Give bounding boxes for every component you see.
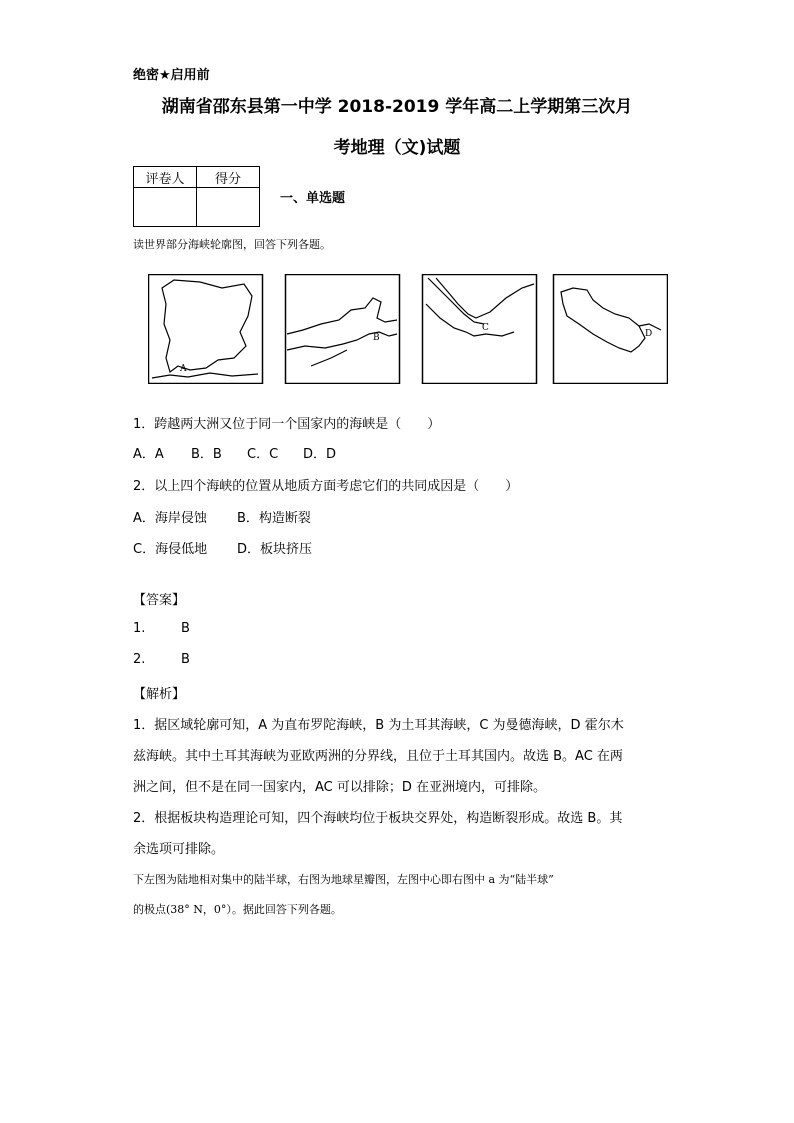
question-2-stem: 2．以上四个海峡的位置从地质方面考虑它们的共同成因是（ ）	[133, 479, 519, 494]
iberia-outline	[162, 280, 252, 372]
map-c	[423, 275, 537, 384]
answer-value: B	[181, 652, 190, 667]
question-2-option-d[interactable]: D．板块挤压	[237, 542, 313, 557]
arabia-coast-east	[436, 278, 534, 318]
question-1-option-a[interactable]: A．A	[133, 447, 164, 462]
analysis-line: 2．根据板块构造理论可知，四个海峡均位于板块交界处，构造断裂形成。故选 B。其	[133, 811, 623, 826]
analysis-line: 洲之间，但不是在同一国家内，AC 可以排除；D 在亚洲境内，可排除。	[133, 780, 547, 795]
analysis-line: 兹海峡。其中土耳其海峡为亚欧两洲的分界线，且位于土耳其国内。故选 B。AC 在两	[133, 749, 623, 764]
map-label-b: B	[373, 333, 380, 343]
secret-mark: 绝密★启用前	[133, 68, 210, 83]
africa-horn-coast	[426, 304, 514, 336]
persian-gulf-outline	[561, 288, 645, 352]
score-table-grader-header: 评卷人	[134, 167, 197, 188]
analysis-line: 1．据区域轮廓可知，A 为直布罗陀海峡，B 为土耳其海峡，C 为曼德海峡，D 霍尔木	[133, 718, 624, 733]
next-question-intro-line-2: 的极点(38° N，0°）。据此回答下列各题。	[133, 903, 342, 916]
question-1-option-b[interactable]: B．B	[191, 447, 222, 462]
asia-coast	[287, 332, 397, 350]
question-1-option-c[interactable]: C．C	[247, 447, 279, 462]
map-d	[554, 275, 668, 384]
question-2-option-b[interactable]: B．构造断裂	[237, 511, 311, 526]
next-question-intro-line-1: 下左图为陆地相对集中的陆半球，右图为地球星瓣图，左图中心即右图中 a 为“陆半球”	[133, 873, 554, 886]
europe-coast	[287, 298, 397, 334]
answer-number: 1.	[133, 621, 146, 636]
question-1-options	[133, 443, 336, 462]
analysis-heading: 【解析】	[133, 687, 186, 702]
page-title-line-2: 考地理（文)试题	[333, 138, 461, 158]
map-label-d: D	[645, 329, 653, 339]
score-table-score-header: 得分	[197, 167, 260, 188]
question-intro: 读世界部分海峡轮廓图，回答下列各题。	[133, 238, 331, 251]
africa-coast	[152, 373, 258, 378]
score-table	[133, 166, 260, 227]
question-2-options-row-1	[133, 507, 311, 526]
answer-heading: 【答案】	[133, 593, 186, 608]
answer-number: 2.	[133, 652, 146, 667]
question-2-option-a[interactable]: A．海岸侵蚀	[133, 511, 207, 526]
analysis-line: 余选项可排除。	[133, 842, 225, 857]
answer-item	[133, 621, 190, 636]
page-title-line-1: 湖南省邵东县第一中学 2018-2019 学年高二上学期第三次月	[161, 97, 633, 117]
map-label-c: C	[482, 323, 489, 333]
map-a	[149, 275, 263, 384]
section-title: 一、单选题	[280, 191, 346, 206]
score-table-grader-cell	[134, 188, 197, 227]
question-2-options-row-2	[133, 538, 312, 557]
question-2-option-c[interactable]: C．海侵低地	[133, 542, 208, 557]
map-c-frame	[423, 275, 537, 384]
sea-of-marmara-edge	[311, 350, 347, 366]
question-1-stem: 1．跨越两大洲又位于同一个国家内的海峡是（ ）	[133, 417, 441, 432]
question-1-option-d[interactable]: D．D	[303, 447, 337, 462]
answer-item	[133, 652, 190, 667]
map-b-frame	[286, 275, 400, 384]
score-table-score-cell	[197, 188, 260, 227]
strait-maps	[148, 274, 668, 384]
map-label-a: A	[180, 364, 187, 374]
map-b	[286, 275, 400, 384]
answer-value: B	[181, 621, 190, 636]
